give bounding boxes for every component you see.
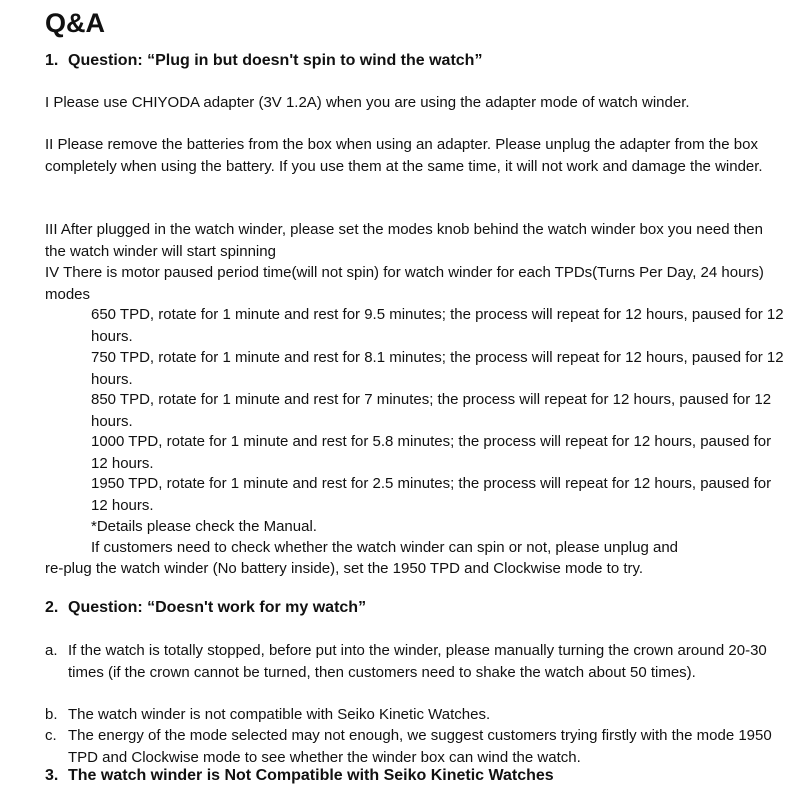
details-note: *Details please check the Manual. [91,518,317,535]
list-item-text: If the watch is totally stopped, before put into the winder, please manually turning the crown around 20-30 times (if the crown cannot be turned, then customers need to shake the watch about 50 times). [68,642,767,681]
question-2-number: 2. [45,599,59,616]
question-2-heading [45,597,366,619]
question-3-title: The watch winder is Not Compatible with Seiko Kinetic Watches [68,767,554,784]
page-title: Q&A [45,8,105,38]
mode-850-tpd: 850 TPD, rotate for 1 minute and rest for 7 minutes; the process will repeat for 12 hours, paused for 12 hours. [91,391,772,430]
question-3-heading [45,765,554,787]
list-item-text: The energy of the mode selected may not enough, we suggest customers trying firstly with the mode 1950 TPD and Clockwise mode to see whether the winder box can wind the watch. [68,727,772,766]
question-3-number: 3. [45,767,59,784]
mode-1950-tpd: 1950 TPD, rotate for 1 minute and rest for 2.5 minutes; the process will repeat for 12 hours, paused for 12 hours. [91,475,772,514]
check-spin-instruction-continued: re-plug the watch winder (No battery inside), set the 1950 TPD and Clockwise mode to try. [45,560,644,577]
list-marker: a. [45,642,58,659]
q1-paragraph-i: I Please use CHIYODA adapter (3V 1.2A) when you are using the adapter mode of watch winder. [45,94,690,111]
list-item-text: The watch winder is not compatible with Seiko Kinetic Watches. [68,706,491,723]
question-1-number: 1. [45,52,59,69]
q1-paragraph-ii: II Please remove the batteries from the box when using an adapter. Please unplug the adapter from the box completely when using the battery. If you use them at the same time, it will not work and damage the winder. [45,136,763,175]
mode-1000-tpd: 1000 TPD, rotate for 1 minute and rest for 5.8 minutes; the process will repeat for 12 hours, paused for 12 hours. [91,433,772,472]
q1-paragraph-iii: III After plugged in the watch winder, please set the modes knob behind the watch winder box you need then the watch winder will start spinning [45,221,763,260]
question-2-title: Question: “Doesn't work for my watch” [68,599,367,616]
q1-paragraph-iv: IV There is motor paused period time(will not spin) for watch winder for each TPDs(Turns Per Day, 24 hours) modes [45,264,764,303]
question-1-heading [45,50,482,72]
question-1-title: Question: “Plug in but doesn't spin to wind the watch” [68,52,483,69]
list-item [45,704,775,726]
check-spin-instruction: If customers need to check whether the watch winder can spin or not, please unplug and [91,539,679,556]
list-item [45,725,775,768]
mode-750-tpd: 750 TPD, rotate for 1 minute and rest for 8.1 minutes; the process will repeat for 12 hours, paused for 12 hours. [91,349,784,388]
list-item [45,640,775,683]
mode-650-tpd: 650 TPD, rotate for 1 minute and rest for 9.5 minutes; the process will repeat for 12 hours, paused for 12 hours. [91,306,784,345]
list-marker: b. [45,706,58,723]
list-marker: c. [45,727,57,744]
